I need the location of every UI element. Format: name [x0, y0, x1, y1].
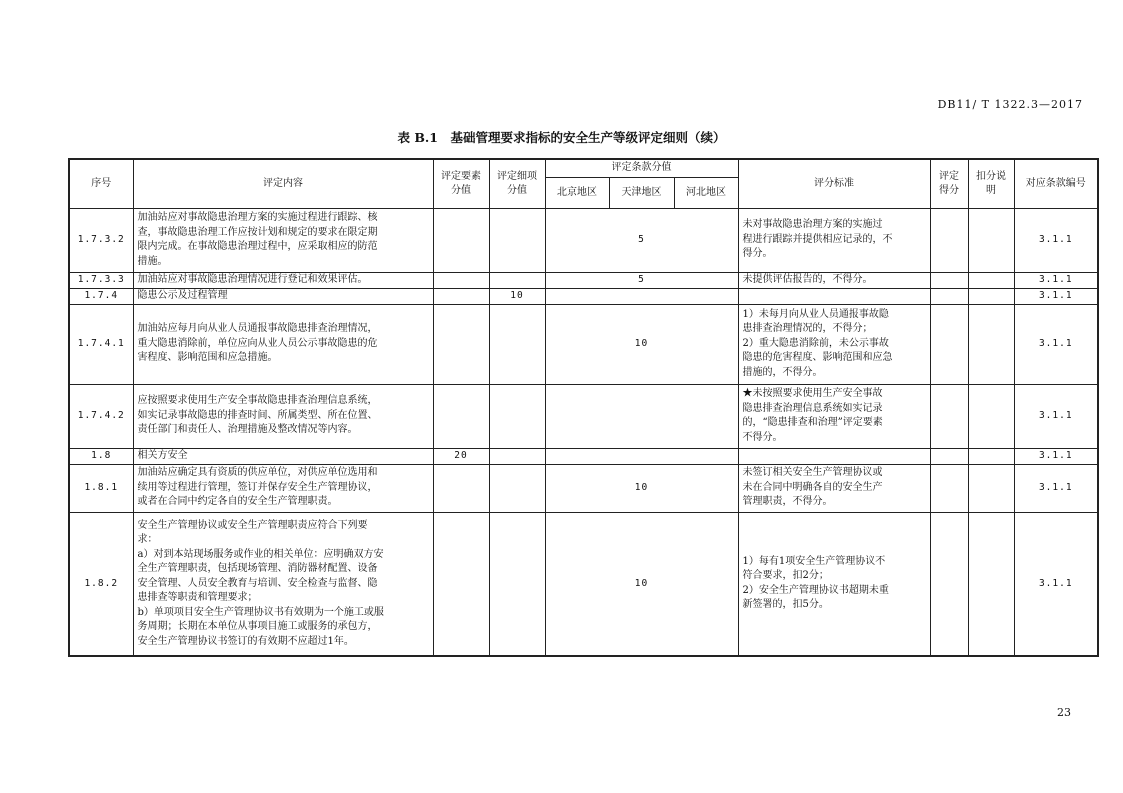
row-content-line: 重大隐患消除前，单位应向从业人员公示事故隐患的危	[137, 337, 378, 349]
row-content	[133, 208, 433, 272]
row-content	[133, 288, 433, 304]
col-header-elem-score: 评定要素分值	[433, 159, 489, 208]
row-clause-score: 10	[545, 304, 738, 384]
col-header-beijing: 北京地区	[545, 177, 609, 208]
row-criteria-line: 的，“隐患排查和治理”评定要素	[742, 417, 883, 428]
row-elem-score	[433, 512, 489, 656]
row-clause-score	[545, 384, 738, 448]
row-content	[133, 448, 433, 464]
table-row	[69, 304, 1098, 384]
col-header-tianjin: 天津地区	[609, 177, 674, 208]
row-item-score	[489, 384, 545, 448]
row-criteria	[738, 512, 930, 656]
row-item-score	[489, 272, 545, 288]
row-content	[133, 512, 433, 656]
row-seq: 1.7.4.1	[69, 304, 133, 384]
col-header-clause-group: 评定条款分值	[545, 159, 738, 177]
row-content-line: 加油站应确定具有资质的供应单位，对供应单位选用和	[137, 467, 378, 479]
row-deduct	[968, 384, 1014, 448]
row-elem-score: 20	[433, 448, 489, 464]
col-header-criteria: 评分标准	[738, 159, 930, 208]
row-elem-score	[433, 272, 489, 288]
row-content-line: 或者在合同中约定各自的安全生产管理职责。	[137, 496, 338, 508]
row-criteria-line: 未对事故隐患治理方案的实施过	[742, 219, 883, 231]
row-ref: 3.1.1	[1014, 272, 1098, 288]
row-content	[133, 272, 433, 288]
table-row	[69, 448, 1098, 464]
row-item-score	[489, 464, 545, 512]
row-seq: 1.8.1	[69, 464, 133, 512]
evaluation-table	[68, 158, 1099, 657]
row-elem-score	[433, 384, 489, 448]
row-content-line: 相关方安全	[137, 449, 188, 461]
row-content-line: 加油站应对事故隐患治理方案的实施过程进行跟踪、核	[137, 212, 378, 223]
table-row	[69, 512, 1098, 656]
row-content-line: 患排查等职责和管理要求；	[137, 592, 258, 603]
table-row	[69, 464, 1098, 512]
row-ref: 3.1.1	[1014, 304, 1098, 384]
row-score	[930, 512, 968, 656]
row-content-line: 隐患公示及过程管理	[137, 289, 228, 301]
row-content-line: b）单项项目安全生产管理协议书有效期为一个施工或服	[137, 606, 384, 618]
row-criteria-line: 隐患的危害程度、影响范围和应急	[742, 352, 893, 364]
row-elem-score	[433, 304, 489, 384]
row-deduct	[968, 448, 1014, 464]
row-elem-score	[433, 464, 489, 512]
row-content-line: 应按照要求使用生产安全事故隐患排查治理信息系统，	[137, 395, 378, 407]
row-item-score	[489, 448, 545, 464]
row-score	[930, 208, 968, 272]
row-deduct	[968, 288, 1014, 304]
row-criteria-line: 不得分。	[742, 431, 783, 443]
row-criteria	[738, 304, 930, 384]
row-ref: 3.1.1	[1014, 288, 1098, 304]
row-clause-score	[545, 448, 738, 464]
row-deduct	[968, 464, 1014, 512]
row-clause-score: 10	[545, 464, 738, 512]
row-criteria-line: 2）安全生产管理协议书超期未重	[742, 584, 889, 596]
row-content-line: 安全管理、人员安全教育与培训、安全检查与监督、隐	[137, 577, 378, 589]
col-header-item-score: 评定细项分值	[489, 159, 545, 208]
col-header-content: 评定内容	[133, 159, 433, 208]
row-item-score: 10	[489, 288, 545, 304]
row-item-score	[489, 208, 545, 272]
row-ref: 3.1.1	[1014, 208, 1098, 272]
row-criteria	[738, 272, 930, 288]
document-code: DB11/ T 1322.3—2017	[937, 98, 1083, 111]
row-content-line: 加油站应对事故隐患治理情况进行登记和效果评估。	[137, 273, 368, 285]
row-criteria-line: 新签署的，扣5分。	[742, 599, 829, 611]
row-criteria-line: 未签订相关安全生产管理协议或	[742, 467, 883, 479]
row-content-line: 续用等过程进行管理，签订并保存安全生产管理协议，	[137, 481, 378, 493]
table-title: 表 B.1 基础管理要求指标的安全生产等级评定细则（续）	[397, 130, 726, 145]
row-criteria	[738, 464, 930, 512]
col-header-hebei: 河北地区	[674, 177, 738, 208]
row-seq: 1.8	[69, 448, 133, 464]
row-content-line: 全生产管理职责，包括现场管理、消防器材配置、设备	[137, 563, 378, 574]
row-content-line: 务周期；长期在本单位从事项目施工或服务的承包方，	[137, 621, 378, 632]
row-score	[930, 448, 968, 464]
row-seq: 1.8.2	[69, 512, 133, 656]
row-criteria-line: 未提供评估报告的，不得分。	[742, 273, 873, 285]
row-score	[930, 304, 968, 384]
table-row	[69, 208, 1098, 272]
row-criteria-line: 2）重大隐患消除前，未公示事故	[742, 337, 889, 349]
row-content	[133, 384, 433, 448]
row-content-line: 如实记录事故隐患的排查时间、所属类型、所在位置、	[137, 409, 378, 421]
row-seq: 1.7.3.3	[69, 272, 133, 288]
row-seq: 1.7.3.2	[69, 208, 133, 272]
row-content-line: 加油站应每月向从业人员通报事故隐患排查治理情况，	[137, 323, 378, 335]
row-content-line: 安全生产管理协议或安全生产管理职责应符合下列要	[137, 519, 368, 531]
table-row	[69, 288, 1098, 304]
row-elem-score	[433, 208, 489, 272]
row-criteria-line: 未在合同中明确各自的安全生产	[742, 481, 883, 493]
row-ref: 3.1.1	[1014, 384, 1098, 448]
row-criteria-line: 患排查治理情况的，不得分；	[742, 323, 873, 335]
col-header-seq: 序号	[69, 159, 133, 208]
row-criteria-line: 得分。	[742, 248, 773, 260]
row-criteria-line: 措施的，不得分。	[742, 366, 823, 378]
col-header-deduct: 扣分说明	[968, 159, 1014, 208]
page-number: 23	[1057, 706, 1071, 719]
row-elem-score	[433, 288, 489, 304]
row-score	[930, 272, 968, 288]
row-content-line: 限内完成。在事故隐患治理过程中，应采取相应的防范	[137, 241, 378, 252]
table-row	[69, 384, 1098, 448]
row-ref: 3.1.1	[1014, 448, 1098, 464]
row-score	[930, 288, 968, 304]
row-deduct	[968, 272, 1014, 288]
row-content-line: 害程度、影响范围和应急措施。	[137, 352, 278, 364]
row-criteria	[738, 208, 930, 272]
row-content-line: 安全生产管理协议书签订的有效期不应超过1年。	[137, 635, 354, 647]
row-criteria-line: 符合要求，扣2分；	[742, 570, 829, 582]
row-score	[930, 384, 968, 448]
row-content-line: 求：	[137, 534, 158, 545]
row-clause-score: 5	[545, 272, 738, 288]
row-content	[133, 464, 433, 512]
table-body	[69, 208, 1098, 656]
row-deduct	[968, 304, 1014, 384]
row-content-line: 查，事故隐患治理工作应按计划和规定的要求在限定期	[137, 226, 378, 238]
row-content	[133, 304, 433, 384]
row-criteria	[738, 288, 930, 304]
row-criteria-line: ★未按照要求使用生产安全事故	[742, 388, 883, 399]
row-content-line: 责任部门和责任人、治理措施及整改情况等内容。	[137, 424, 358, 436]
row-criteria-line: 1）每有1项安全生产管理协议不	[742, 555, 886, 567]
row-criteria-line: 管理职责，不得分。	[742, 496, 833, 508]
row-criteria	[738, 384, 930, 448]
row-item-score	[489, 512, 545, 656]
row-criteria-line: 程进行跟踪并提供相应记录的，不	[742, 233, 893, 245]
row-clause-score: 5	[545, 208, 738, 272]
row-deduct	[968, 208, 1014, 272]
col-header-score: 评定得分	[930, 159, 968, 208]
row-content-line: 措施。	[137, 255, 168, 267]
table-row	[69, 272, 1098, 288]
row-criteria-line: 隐患排查治理信息系统如实记录	[742, 402, 883, 414]
col-header-ref: 对应条款编号	[1014, 159, 1098, 208]
row-seq: 1.7.4.2	[69, 384, 133, 448]
row-seq: 1.7.4	[69, 288, 133, 304]
row-clause-score: 10	[545, 512, 738, 656]
row-score	[930, 464, 968, 512]
row-ref: 3.1.1	[1014, 512, 1098, 656]
row-ref: 3.1.1	[1014, 464, 1098, 512]
row-criteria	[738, 448, 930, 464]
row-criteria-line: 1）未每月向从业人员通报事故隐	[742, 308, 889, 320]
row-deduct	[968, 512, 1014, 656]
row-content-line: a）对到本站现场服务或作业的相关单位：应明确双方安	[137, 548, 384, 560]
row-clause-score	[545, 288, 738, 304]
row-item-score	[489, 304, 545, 384]
